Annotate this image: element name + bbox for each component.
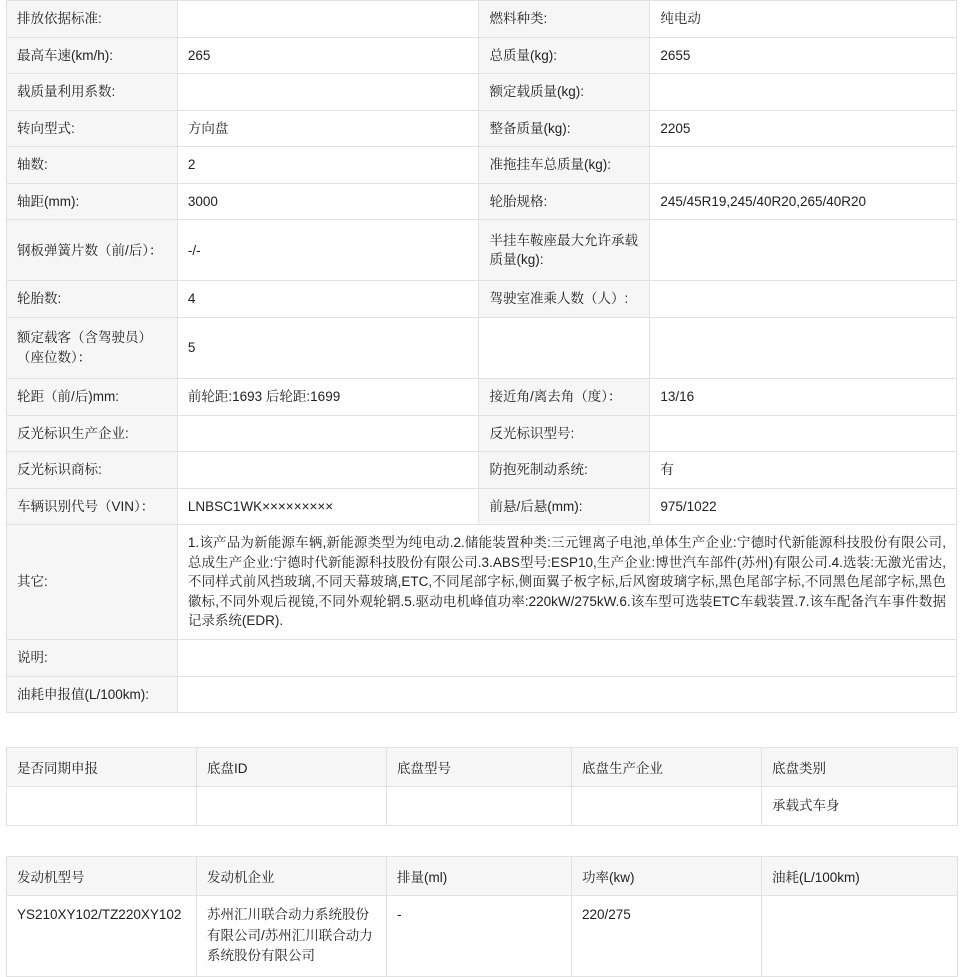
engine-cell-manufacturer: 苏州汇川联合动力系统股份有限公司/苏州汇川联合动力系统股份有限公司 [197,896,387,977]
row-label-axle-count: 轴数: [7,147,178,184]
row-value-rated-passengers: 5 [177,317,479,378]
main-table-body [7,1,957,713]
row-value-vin: LNBSC1WK××××××××× [177,488,479,525]
table-row [7,220,957,281]
row-value-abs: 有 [650,452,957,489]
row-value-trailer-mass [650,147,957,184]
engine-header-fuel-consumption: 油耗(L/100km) [762,857,958,896]
engine-header-power: 功率(kw) [572,857,762,896]
chassis-cell-category: 承载式车身 [762,787,958,826]
row-value-tire-spec: 245/45R19,245/40R20,265/40R20 [650,183,957,220]
engine-cell-fuel-consumption [762,896,958,977]
section-spacer-2 [0,826,963,856]
table-row [7,1,957,38]
row-label-note: 说明: [7,640,178,677]
row-label-curb-mass: 整备质量(kg): [479,110,650,147]
table-header-row [7,748,958,787]
row-label-rated-load: 额定载质量(kg): [479,74,650,111]
engine-table-head [7,857,958,896]
row-value-emission-standard [177,1,479,38]
row-label-reflector-manufacturer: 反光标识生产企业: [7,415,178,452]
table-row [7,452,957,489]
engine-header-displacement: 排量(ml) [387,857,572,896]
chassis-cell-manufacturer [572,787,762,826]
row-value-tire-count: 4 [177,281,479,318]
chassis-header-manufacturer: 底盘生产企业 [572,748,762,787]
engine-header-manufacturer: 发动机企业 [197,857,387,896]
row-label-tire-count: 轮胎数: [7,281,178,318]
row-value-max-speed: 265 [177,37,479,74]
engine-table [6,856,958,977]
chassis-cell-same-period [7,787,197,826]
row-value-curb-mass: 2205 [650,110,957,147]
row-value-saddle-mass [650,220,957,281]
row-label-steering-type: 转向型式: [7,110,178,147]
table-row [7,896,958,977]
row-label-gross-mass: 总质量(kg): [479,37,650,74]
table-row-other [7,525,957,640]
row-label-fuel-type: 燃料种类: [479,1,650,38]
engine-cell-displacement: - [387,896,572,977]
row-label-trailer-mass: 准拖挂车总质量(kg): [479,147,650,184]
row-label-vin: 车辆识别代号（VIN）： [7,488,178,525]
row-value-cab-seats [650,281,957,318]
row-label-rated-passengers: 额定载客（含驾驶员）（座位数）： [7,317,178,378]
row-value-approach-angle: 13/16 [650,378,957,415]
row-value-track-width: 前轮距:1693 后轮距:1699 [177,378,479,415]
row-value-leaf-spring: -/- [177,220,479,281]
row-label-load-coefficient: 载质量利用系数: [7,74,178,111]
engine-header-model: 发动机型号 [7,857,197,896]
row-label-abs: 防抱死制动系统: [479,452,650,489]
row-value-overhang: 975/1022 [650,488,957,525]
chassis-header-model: 底盘型号 [387,748,572,787]
row-value-reflector-brand [177,452,479,489]
row-label-emission-standard: 排放依据标准: [7,1,178,38]
row-label-max-speed: 最高车速(km/h): [7,37,178,74]
table-row [7,317,957,378]
row-label-cab-seats: 驾驶室准乘人数（人）: [479,281,650,318]
table-row [7,110,957,147]
chassis-header-id: 底盘ID [197,748,387,787]
row-value-empty-1 [650,317,957,378]
chassis-cell-model [387,787,572,826]
row-label-overhang: 前悬/后悬(mm): [479,488,650,525]
row-value-axle-count: 2 [177,147,479,184]
row-value-load-coefficient [177,74,479,111]
section-spacer-1 [0,713,963,747]
row-value-gross-mass: 2655 [650,37,957,74]
table-header-row [7,857,958,896]
table-row [7,378,957,415]
row-value-reflector-model [650,415,957,452]
engine-cell-model: YS210XY102/TZ220XY102 [7,896,197,977]
row-value-fuel-type: 纯电动 [650,1,957,38]
row-value-steering-type: 方向盘 [177,110,479,147]
row-label-leaf-spring: 钢板弹簧片数（前/后）： [7,220,178,281]
row-value-rated-load [650,74,957,111]
row-label-reflector-brand: 反光标识商标: [7,452,178,489]
table-row [7,74,957,111]
chassis-table-body [7,787,958,826]
table-row-fuel-declaration [7,676,957,713]
chassis-header-category: 底盘类别 [762,748,958,787]
chassis-table-head [7,748,958,787]
row-value-other: 1.该产品为新能源车辆,新能源类型为纯电动.2.储能装置种类:三元锂离子电池,单体生产企业:宁德时代新能源科技股份有限公司,总成生产企业:宁德时代新能源科技股份有限公司.3.ABS型号:ESP10,生产企业:博世汽车部件(苏州)有限公司.4.选装:无激光雷达,不同样式前风挡玻璃,不同天幕玻璃,ETC,不同尾部字标,侧面翼子板字标,后风窗玻璃字标,黑色尾部字标,不同黑色尾部字标,黑色徽标,不同外观后视镜,不同外观轮辋.5.驱动电机峰值功率:220kW/275kW.6.该车型可选装ETC车载装置.7.该车配备汽车事件数据记录系统(EDR). [177,525,956,640]
table-row [7,488,957,525]
table-row [7,37,957,74]
chassis-cell-id [197,787,387,826]
chassis-header-same-period: 是否同期申报 [7,748,197,787]
table-row [7,281,957,318]
row-value-fuel-consumption [177,676,956,713]
row-label-reflector-model: 反光标识型号: [479,415,650,452]
chassis-table [6,747,958,826]
engine-table-body [7,896,958,977]
table-row-note [7,640,957,677]
row-label-approach-angle: 接近角/离去角（度）： [479,378,650,415]
row-value-wheelbase: 3000 [177,183,479,220]
row-value-reflector-manufacturer [177,415,479,452]
engine-cell-power: 220/275 [572,896,762,977]
row-label-saddle-mass: 半挂车鞍座最大允许承载质量(kg): [479,220,650,281]
table-row [7,147,957,184]
table-row [7,183,957,220]
row-label-other: 其它: [7,525,178,640]
row-label-track-width: 轮距（前/后)mm: [7,378,178,415]
table-row [7,415,957,452]
table-row [7,787,958,826]
row-label-empty-1 [479,317,650,378]
row-label-wheelbase: 轴距(mm): [7,183,178,220]
vehicle-main-spec-table [6,0,957,713]
row-label-tire-spec: 轮胎规格: [479,183,650,220]
row-value-note [177,640,956,677]
row-label-fuel-consumption: 油耗申报值(L/100km): [7,676,178,713]
